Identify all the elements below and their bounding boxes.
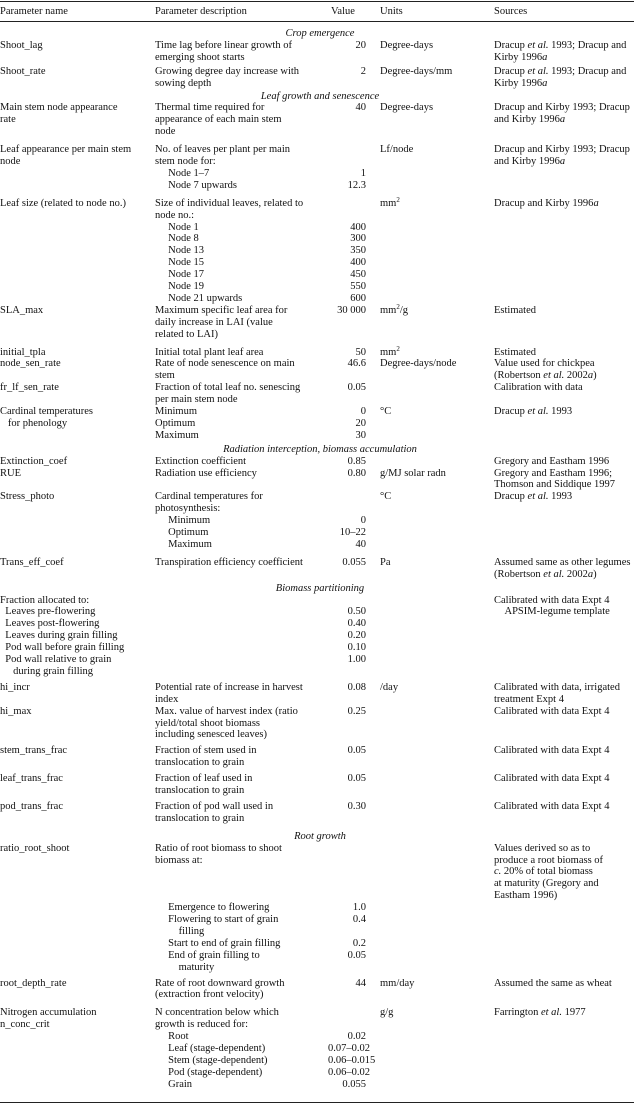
sub-item-label: Flowering to start of grain	[155, 914, 279, 925]
section-title: Leaf growth and senescence	[260, 90, 380, 102]
parameter-name: initial_tpla	[0, 346, 46, 358]
parameter-value: 20	[355, 417, 366, 429]
parameter-name: pod_trans_frac	[0, 800, 63, 812]
parameter-name: ratio_root_shoot	[0, 842, 70, 854]
parameter-description: photosynthesis:	[155, 503, 221, 515]
parameter-source: Estimated	[494, 304, 536, 316]
parameter-units: Degree-days/node	[380, 358, 457, 370]
parameter-description: growth is reduced for:	[155, 1019, 249, 1031]
parameter-source: produce a root biomass of	[494, 854, 604, 866]
header-name: Parameter name	[0, 6, 68, 17]
parameter-value: 0.08	[347, 681, 366, 693]
parameter-name: Extinction_coef	[0, 455, 68, 467]
sub-item-value: 1	[360, 167, 366, 179]
section-title: Root growth	[294, 830, 346, 842]
parameter-source: at maturity (Gregory and	[494, 878, 599, 890]
section-title: Biomass partitioning	[275, 582, 365, 594]
parameter-value: 44	[355, 977, 366, 989]
parameter-description: translocation to grain	[155, 757, 245, 769]
parameter-description: stem	[155, 370, 175, 382]
sub-item-value: 0.07–0.02	[328, 1043, 370, 1054]
sub-item-label: Node 8	[155, 233, 199, 245]
parameter-source: Dracup and Kirby 1993; Dracup	[494, 144, 630, 156]
sub-item-value: 10–22	[339, 527, 366, 538]
parameter-name: node	[0, 156, 21, 167]
sub-item-label: Node 21 upwards	[155, 292, 243, 304]
sub-item-label: Maximum	[155, 538, 212, 550]
sub-item-value: 400	[350, 221, 366, 233]
parameter-name: Leaf appearance per main stem	[0, 144, 132, 156]
parameter-value: 0.05	[347, 773, 366, 785]
parameter-name: hi_incr	[0, 681, 30, 693]
header-value: Value	[331, 6, 355, 17]
parameter-name: Cardinal temperatures	[0, 406, 94, 417]
parameter-description: node	[155, 126, 176, 138]
parameter-value: 0.40	[347, 618, 366, 630]
parameter-description: Fraction of pod wall used in	[155, 800, 274, 812]
parameter-description: sowing depth	[155, 77, 212, 89]
parameter-description: Thermal time required for	[155, 102, 265, 114]
bottom-rule	[0, 1102, 634, 1103]
sub-item-value: 0.05	[347, 949, 366, 961]
parameter-name: stem_trans_frac	[0, 745, 68, 757]
parameter-value: 50	[355, 346, 366, 358]
sub-item-value: 12.3	[347, 179, 366, 191]
parameter-name: Pod wall before grain filling	[0, 642, 125, 654]
parameter-name: Shoot_rate	[0, 65, 46, 77]
parameter-description: yield/total shoot biomass	[155, 717, 260, 729]
sub-item-label: Node 1	[155, 221, 199, 233]
parameter-name: n_conc_crit	[0, 1019, 50, 1031]
parameter-description: Fraction of stem used in	[155, 745, 257, 757]
parameter-name: SLA_max	[0, 304, 44, 316]
parameter-source: Calibrated with data Expt 4	[494, 773, 610, 785]
sub-item-label: Leaf (stage-dependent)	[155, 1043, 266, 1054]
parameter-value: 0.055	[342, 556, 366, 568]
parameter-source: Dracup et al. 1993	[494, 491, 573, 503]
parameter-description: per main stem node	[155, 394, 238, 406]
parameter-value: 0.20	[347, 630, 366, 642]
top-rule	[0, 1, 634, 2]
parameter-description: Transpiration efficiency coefficient	[155, 556, 303, 568]
parameter-name: rate	[0, 114, 16, 126]
parameter-source: Dracup and Kirby 1993; Dracup	[494, 102, 630, 114]
parameter-name: Stress_photo	[0, 491, 55, 503]
parameter-description: including senesced leaves)	[155, 729, 267, 741]
sub-item-label: Grain	[155, 1078, 193, 1090]
parameter-name: node_sen_rate	[0, 358, 61, 370]
sub-item-value: 1.0	[352, 902, 366, 914]
parameter-source: Kirby 1996a	[494, 77, 548, 89]
sub-item-label: Start to end of grain filling	[155, 937, 281, 949]
parameter-units: °C	[380, 491, 392, 503]
parameter-description: index	[155, 693, 179, 705]
parameter-source: Calibration with data	[494, 382, 583, 394]
parameter-units: Pa	[380, 556, 391, 568]
parameter-source: Assumed the same as wheat	[494, 977, 612, 989]
sub-item-value: 400	[350, 257, 366, 269]
sub-item-value: 0.2	[352, 937, 366, 949]
parameter-name: Shoot_lag	[0, 39, 43, 51]
parameter-value: 2	[360, 65, 366, 77]
parameter-name: Leaves post-flowering	[0, 618, 100, 630]
parameter-value: 0.05	[347, 382, 366, 394]
parameter-name: Fraction allocated to:	[0, 594, 90, 606]
parameter-source: Calibrated with data Expt 4	[494, 594, 610, 606]
parameter-units: °C	[380, 406, 392, 417]
parameter-name: leaf_trans_frac	[0, 773, 63, 785]
parameter-description: daily increase in LAI (value	[155, 316, 273, 328]
header-rule	[0, 21, 634, 22]
sub-item-label: Optimum	[155, 527, 209, 538]
parameter-description: Optimum	[155, 417, 196, 429]
parameter-units: Lf/node	[380, 144, 414, 156]
parameter-units: Degree-days	[380, 39, 434, 51]
sub-item-label: maturity	[155, 961, 215, 973]
parameter-description: translocation to grain	[155, 785, 245, 796]
parameter-value: 30	[355, 429, 366, 441]
parameter-units: g/g	[380, 1007, 394, 1019]
parameter-description: Ratio of root biomass to shoot	[155, 842, 282, 854]
sub-item-value: 0.4	[352, 914, 366, 925]
parameter-value: 0.25	[347, 705, 366, 717]
parameter-source: Dracup et al. 1993	[494, 406, 573, 417]
parameter-name: Nitrogen accumulation	[0, 1007, 97, 1019]
parameter-source: Calibrated with data Expt 4	[494, 800, 610, 812]
parameter-name: Pod wall relative to grain	[0, 654, 112, 665]
parameter-source: Dracup et al. 1993; Dracup and	[494, 65, 627, 77]
parameter-description: Fraction of leaf used in	[155, 773, 253, 785]
parameter-source: Assumed same as other legumes	[494, 556, 631, 568]
sub-item-value: 0.06–0.02	[328, 1066, 370, 1078]
parameter-source: Dracup et al. 1993; Dracup and	[494, 39, 627, 51]
parameter-description: Minimum	[155, 406, 198, 417]
parameter-source: Thomson and Siddique 1997	[494, 479, 616, 491]
header-units: Units	[380, 6, 403, 17]
parameter-name: Main stem node appearance	[0, 102, 118, 114]
sub-item-label: Node 15	[155, 257, 204, 269]
sub-item-value: 0.06–0.015	[328, 1054, 376, 1066]
sub-item-value: 550	[350, 281, 366, 292]
parameter-description: Maximum specific leaf area for	[155, 304, 288, 316]
parameter-name: Leaves pre-flowering	[0, 606, 96, 618]
parameter-value: 0.85	[347, 455, 366, 467]
parameter-description: Rate of root downward growth	[155, 977, 285, 989]
parameter-source: Calibrated with data Expt 4	[494, 705, 610, 717]
parameter-description: No. of leaves per plant per main	[155, 144, 290, 156]
sub-item-label: Minimum	[155, 515, 211, 527]
parameter-description: Radiation use efficiency	[155, 467, 257, 479]
sub-item-label: Node 17	[155, 269, 204, 281]
sub-item-value: 600	[350, 292, 366, 304]
sub-item-label: Emergence to flowering	[155, 902, 270, 914]
sub-item-label: Node 19	[155, 281, 204, 292]
parameter-description: appearance of each main stem	[155, 114, 282, 126]
parameter-description: Rate of node senescence on main	[155, 358, 295, 370]
parameter-source: treatment Expt 4	[494, 693, 564, 705]
parameter-description: N concentration below which	[155, 1007, 279, 1019]
parameter-name: Trans_eff_coef	[0, 556, 64, 568]
parameter-description: Initial total plant leaf area	[155, 346, 264, 358]
parameter-name: for phenology	[0, 417, 68, 429]
parameter-source: Gregory and Eastham 1996	[494, 455, 610, 467]
parameter-description: Cardinal temperatures for	[155, 491, 263, 503]
header-description: Parameter description	[155, 6, 247, 17]
sub-item-value: 40	[355, 538, 366, 550]
parameter-units: $mm^2$	[380, 195, 400, 209]
parameter-value: 0.30	[347, 800, 366, 812]
section-title: Radiation interception, biomass accumulation	[223, 443, 417, 455]
sub-item-label: filling	[155, 925, 205, 937]
parameter-source: APSIM-legume template	[494, 606, 610, 618]
parameter-source: Calibrated with data, irrigated	[494, 681, 620, 693]
parameter-name: root_depth_rate	[0, 977, 67, 989]
parameter-name: RUE	[0, 467, 21, 479]
parameter-units: $mm^2/g$	[380, 302, 409, 316]
parameter-description: Time lag before linear growth of	[155, 39, 292, 51]
sub-item-label: Pod (stage-dependent)	[155, 1066, 263, 1078]
parameter-units: /day	[380, 681, 399, 693]
sub-item-label: Stem (stage-dependent)	[155, 1054, 268, 1066]
sub-item-label: Node 13	[155, 245, 204, 257]
parameter-description: Extinction coefficient	[155, 455, 247, 467]
sub-item-value: 0.02	[347, 1031, 366, 1043]
section-title: Crop emergence	[285, 28, 355, 39]
parameter-source: Values derived so as to	[494, 842, 591, 854]
sub-item-value: 450	[350, 269, 366, 281]
parameter-source: and Kirby 1996a	[494, 114, 566, 126]
parameter-source: Value used for chickpea	[494, 358, 595, 370]
header-sources: Sources	[494, 6, 528, 17]
parameter-value: 0.10	[347, 642, 366, 654]
parameter-description: biomass at:	[155, 854, 203, 866]
parameter-value: 0.80	[347, 467, 366, 479]
parameter-source: (Robertson et al. 2002a)	[494, 370, 597, 382]
parameter-units: Degree-days/mm	[380, 65, 453, 77]
parameter-value: 0.50	[347, 606, 366, 618]
parameter-source: Dracup and Kirby 1996a	[494, 197, 599, 209]
parameter-value: 46.6	[347, 358, 366, 370]
parameter-name: during grain filling	[0, 665, 94, 677]
sub-item-label: Node 1–7	[155, 167, 210, 179]
parameter-source: (Robertson et al. 2002a)	[494, 568, 597, 580]
parameter-units: g/MJ solar radn	[380, 467, 446, 479]
parameter-description: Fraction of total leaf no. senescing	[155, 382, 301, 394]
parameter-value: 0.05	[347, 745, 366, 757]
parameter-description: Maximum	[155, 429, 199, 441]
parameter-description: Size of individual leaves, related to	[155, 197, 304, 209]
sub-item-value: 300	[350, 233, 366, 245]
sub-item-label: Node 7 upwards	[155, 179, 237, 191]
parameter-value: 20	[355, 39, 366, 51]
parameter-value: 30 000	[337, 304, 366, 316]
parameter-units: $mm^2$	[380, 344, 400, 358]
parameter-value: 40	[355, 102, 366, 114]
parameter-units: mm/day	[380, 977, 415, 989]
parameter-description: emerging shoot starts	[155, 51, 245, 63]
parameter-description: stem node for:	[155, 156, 216, 167]
parameter-description: Growing degree day increase with	[155, 65, 300, 77]
parameter-description: Potential rate of increase in harvest	[155, 681, 303, 693]
parameter-source: Farrington et al. 1977	[494, 1007, 586, 1019]
sub-item-value: 0.055	[342, 1078, 366, 1090]
parameter-description: related to LAI)	[155, 328, 218, 340]
parameter-description: node no.:	[155, 209, 195, 221]
parameter-description: (extraction front velocity)	[155, 989, 264, 1001]
parameter-source: Gregory and Eastham 1996;	[494, 467, 613, 479]
parameter-name: hi_max	[0, 705, 32, 717]
parameter-description: Max. value of harvest index (ratio	[155, 705, 298, 717]
parameter-source: c. 20% of total biomass	[494, 866, 593, 878]
parameter-source: Calibrated with data Expt 4	[494, 745, 610, 757]
parameter-description: translocation to grain	[155, 812, 245, 824]
parameter-source: and Kirby 1996a	[494, 156, 566, 167]
parameter-source: Kirby 1996a	[494, 51, 548, 63]
parameter-value: 1.00	[347, 654, 366, 665]
parameter-value: 0	[360, 406, 366, 417]
parameter-name: Leaf size (related to node no.)	[0, 197, 126, 209]
sub-item-value: 0	[360, 515, 366, 527]
parameter-name: Leaves during grain filling	[0, 630, 118, 642]
parameter-units: Degree-days	[380, 102, 434, 114]
parameter-source: Estimated	[494, 346, 536, 358]
sub-item-label: Root	[155, 1031, 189, 1043]
parameter-source: Eastham 1996)	[494, 890, 558, 902]
parameter-name: fr_lf_sen_rate	[0, 382, 59, 394]
sub-item-value: 350	[350, 245, 366, 257]
sub-item-label: End of grain filling to	[155, 949, 260, 961]
